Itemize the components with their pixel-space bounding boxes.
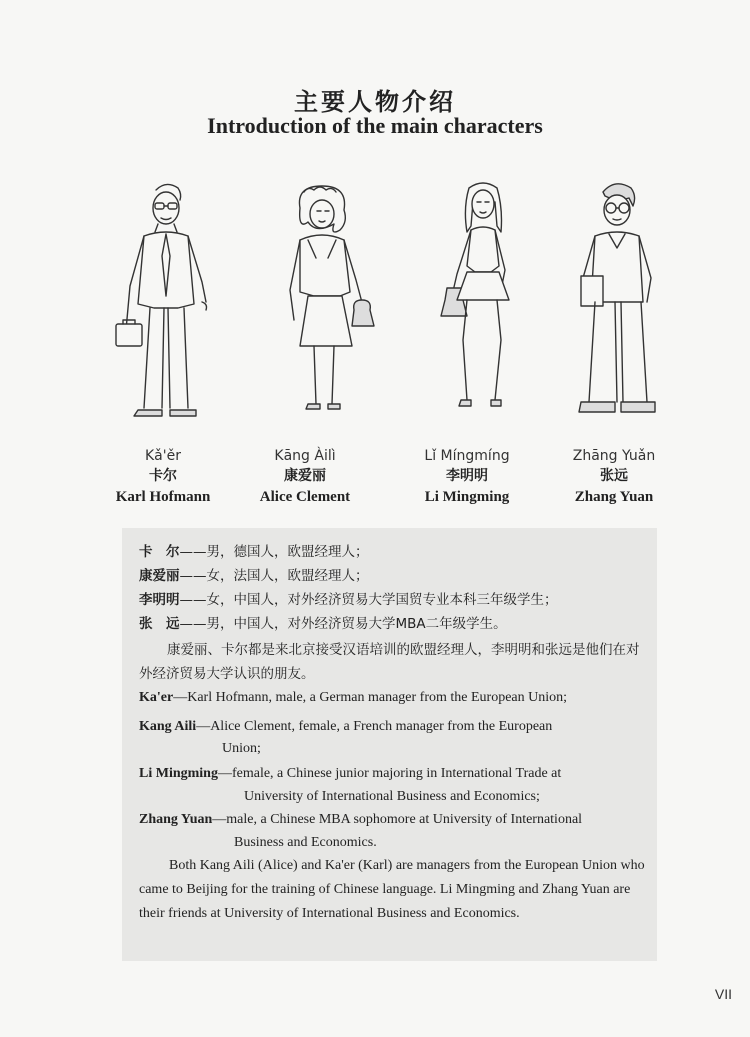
character-alice xyxy=(245,178,405,433)
page-number: VII xyxy=(714,986,732,1002)
english-name-karl: Karl Hofmann xyxy=(115,489,211,505)
pinyin-zhang-yuan: Zhāng Yuǎn xyxy=(572,448,656,464)
hanzi-alice: 康爱丽 xyxy=(284,468,326,484)
hanzi-karl: 卡尔 xyxy=(149,468,177,484)
pinyin-alice: Kāng Àilì xyxy=(274,448,336,464)
en-intro-karl: Ka'er—Karl Hofmann, male, a German manager from the European Union; xyxy=(139,690,568,705)
en-intro-li-mingming-cont: University of International Business and Economics; xyxy=(244,789,540,804)
hanzi-li-mingming: 李明明 xyxy=(446,468,488,484)
english-name-li-mingming: Li Mingming xyxy=(424,489,510,505)
alice-illustration xyxy=(260,178,390,433)
character-karl xyxy=(83,178,243,433)
zhang-yuan-illustration xyxy=(551,178,681,433)
en-intro-alice: Kang Aili—Alice Clement, female, a French manager from the European xyxy=(139,719,553,734)
caption-alice xyxy=(225,446,385,507)
hanzi-zhang-yuan: 张远 xyxy=(600,468,628,484)
en-intro-zhang-yuan: Zhang Yuan—male, a Chinese MBA sophomore at University of International xyxy=(139,812,583,827)
cn-intro-zhang-yuan: 张 远——男，中国人，对外经济贸易大学MBA二年级学生。 xyxy=(139,616,507,632)
cn-intro-alice: 康爱丽——女，法国人，欧盟经理人； xyxy=(139,568,369,584)
page-title-chinese: 主要人物介绍 xyxy=(294,88,456,116)
character-zhang-yuan xyxy=(536,178,696,433)
karl-illustration xyxy=(98,178,228,433)
pinyin-karl: Kǎ'ěr xyxy=(145,448,181,464)
en-intro-alice-cont: Union; xyxy=(222,741,261,756)
caption-karl xyxy=(83,446,243,507)
cn-paragraph: 康爱丽、卡尔都是来北京接受汉语培训的欧盟经理人，李明明和张远是他们在对外经济贸易大学认识的朋友。 xyxy=(139,642,640,682)
english-name-zhang-yuan: Zhang Yuan xyxy=(574,489,654,505)
caption-zhang-yuan xyxy=(534,446,694,507)
en-paragraph: Both Kang Aili (Alice) and Ka'er (Karl) are managers from the European Union who came to Beijing for the training of Chinese language. Li Mingming and Zhang Yuan are their friends at University of International Business and Economics. xyxy=(139,858,645,921)
page-title-english: Introduction of the main characters xyxy=(207,113,543,138)
en-intro-li-mingming: Li Mingming—female, a Chinese junior majoring in International Trade at xyxy=(139,766,562,781)
en-intro-zhang-yuan-cont: Business and Economics. xyxy=(234,835,377,850)
pinyin-li-mingming: Lǐ Míngmíng xyxy=(424,448,510,464)
li-mingming-illustration xyxy=(417,178,547,433)
cn-intro-li-mingming: 李明明——女，中国人，对外经济贸易大学国贸专业本科三年级学生； xyxy=(139,592,558,608)
caption-li-mingming xyxy=(387,446,547,507)
cn-intro-karl: 卡 尔——男，德国人，欧盟经理人； xyxy=(139,544,369,560)
english-name-alice: Alice Clement xyxy=(259,489,351,505)
